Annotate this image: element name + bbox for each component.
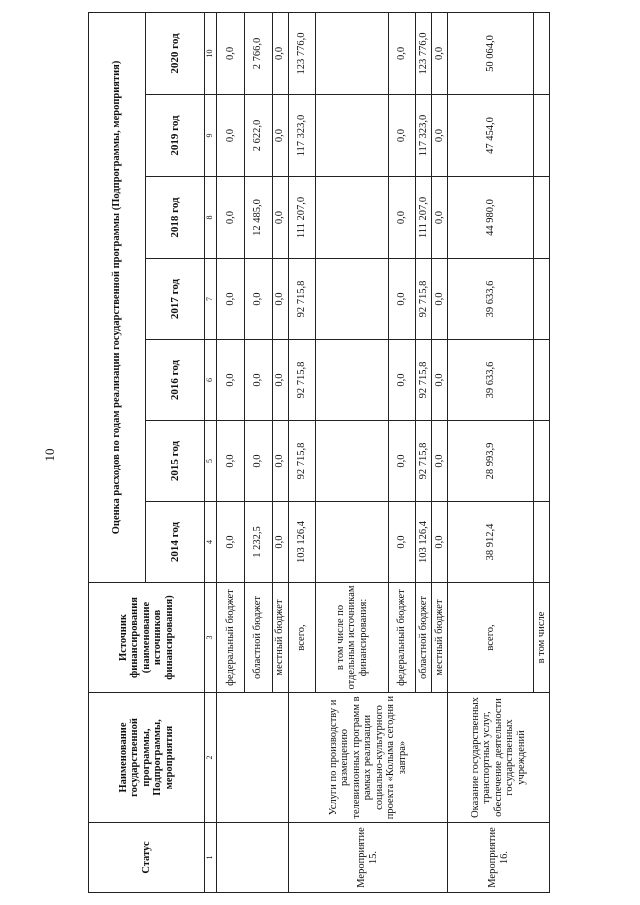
amount-cell [316, 340, 388, 421]
source-cell: в том числе по отдельным источникам финансирования: [316, 583, 388, 693]
amount-cell: 123 776,0 [416, 12, 432, 94]
amount-cell: 50 064,0 [448, 12, 534, 94]
amount-cell: 0,0 [272, 95, 288, 177]
amount-cell: 0,0 [217, 177, 245, 259]
amount-cell: 0,0 [388, 95, 416, 177]
amount-cell: 0,0 [432, 95, 448, 177]
amount-cell: 117 323,0 [416, 95, 432, 177]
source-cell: федеральный бюджет [217, 583, 245, 693]
column-number: 2 [205, 693, 217, 823]
amount-cell [534, 95, 550, 177]
amount-cell: 111 207,0 [288, 177, 316, 259]
amount-cell: 0,0 [217, 12, 245, 94]
amount-cell [534, 502, 550, 583]
amount-cell: 0,0 [272, 421, 288, 502]
column-number-row [205, 12, 217, 892]
amount-cell [316, 95, 388, 177]
amount-cell: 47 454,0 [448, 95, 534, 177]
amount-cell: 0,0 [244, 259, 272, 340]
amount-cell: 0,0 [217, 421, 245, 502]
amount-cell [534, 340, 550, 421]
amount-cell: 0,0 [272, 502, 288, 583]
column-number: 3 [205, 583, 217, 693]
amount-cell: 0,0 [388, 12, 416, 94]
table-row [288, 12, 316, 892]
name-header: Наименование государственной программы, Подпрограммы, мероприятия [89, 693, 205, 823]
page-number: 10 [42, 448, 57, 462]
source-cell: областной бюджет [244, 583, 272, 693]
column-number: 8 [205, 177, 217, 259]
name-cell: Услуги по производству и размещению телевизионных программ в рамках реализации социально-культурного проекта «Колыма сегодня и завтра» [288, 693, 448, 823]
name-cell [217, 693, 289, 823]
amount-cell: 103 126,4 [288, 502, 316, 583]
amount-cell: 0,0 [217, 502, 245, 583]
year-header: 2016 год [146, 340, 205, 421]
amount-cell [534, 259, 550, 340]
amount-cell: 0,0 [272, 177, 288, 259]
amount-cell [316, 259, 388, 340]
amount-cell: 92 715,8 [288, 340, 316, 421]
amount-cell: 0,0 [272, 12, 288, 94]
column-number: 9 [205, 95, 217, 177]
amount-cell: 0,0 [432, 259, 448, 340]
amount-cell: 2 766,0 [244, 12, 272, 94]
estimate-header: Оценка расходов по годам реализации государственной программы (Подпрограммы, мероприятия) [89, 12, 146, 582]
amount-cell: 0,0 [217, 340, 245, 421]
amount-cell: 38 912,4 [448, 502, 534, 583]
name-cell: Оказание государственных транспортных услуг, обеспечение деятельности государственных учреждений [448, 693, 550, 823]
status-cell [217, 823, 289, 893]
amount-cell: 0,0 [217, 95, 245, 177]
amount-cell: 0,0 [432, 340, 448, 421]
source-cell: местный бюджет [432, 583, 448, 693]
column-number: 7 [205, 259, 217, 340]
amount-cell: 103 126,4 [416, 502, 432, 583]
amount-cell [534, 177, 550, 259]
amount-cell: 0,0 [432, 502, 448, 583]
source-cell: местный бюджет [272, 583, 288, 693]
status-cell: Мероприятие 16. [448, 823, 550, 893]
year-header: 2015 год [146, 421, 205, 502]
amount-cell: 92 715,8 [288, 259, 316, 340]
amount-cell: 39 633,6 [448, 340, 534, 421]
amount-cell: 0,0 [432, 177, 448, 259]
amount-cell [316, 502, 388, 583]
source-cell: в том числе [534, 583, 550, 693]
amount-cell: 39 633,6 [448, 259, 534, 340]
source-cell: всего, [448, 583, 534, 693]
source-header: Источник финансирования (наименование источников финансирования) [89, 583, 205, 693]
amount-cell: 92 715,8 [416, 421, 432, 502]
source-cell: федеральный бюджет [388, 583, 416, 693]
amount-cell: 92 715,8 [416, 340, 432, 421]
amount-cell: 0,0 [244, 421, 272, 502]
amount-cell: 0,0 [388, 421, 416, 502]
year-header: 2017 год [146, 259, 205, 340]
amount-cell: 0,0 [217, 259, 245, 340]
amount-cell: 28 993,9 [448, 421, 534, 502]
budget-table [88, 12, 550, 893]
header-row [89, 12, 146, 892]
amount-cell [316, 177, 388, 259]
amount-cell: 12 485,0 [244, 177, 272, 259]
amount-cell: 0,0 [432, 421, 448, 502]
amount-cell: 0,0 [432, 12, 448, 94]
amount-cell: 0,0 [272, 259, 288, 340]
amount-cell: 1 232,5 [244, 502, 272, 583]
amount-cell: 111 207,0 [416, 177, 432, 259]
year-header: 2020 год [146, 12, 205, 94]
status-cell: Мероприятие 15. [288, 823, 448, 893]
source-cell: всего, [288, 583, 316, 693]
amount-cell: 92 715,8 [288, 421, 316, 502]
amount-cell [316, 421, 388, 502]
status-header: Статус [89, 823, 205, 893]
amount-cell [316, 12, 388, 94]
year-header: 2019 год [146, 95, 205, 177]
table-row [217, 12, 245, 892]
amount-cell: 0,0 [388, 502, 416, 583]
amount-cell: 0,0 [388, 340, 416, 421]
column-number: 6 [205, 340, 217, 421]
amount-cell: 92 715,8 [416, 259, 432, 340]
amount-cell: 2 622,0 [244, 95, 272, 177]
amount-cell: 0,0 [388, 259, 416, 340]
amount-cell: 0,0 [272, 340, 288, 421]
amount-cell [534, 12, 550, 94]
column-number: 4 [205, 502, 217, 583]
amount-cell: 123 776,0 [288, 12, 316, 94]
amount-cell: 0,0 [244, 340, 272, 421]
column-number: 10 [205, 12, 217, 94]
source-cell: областной бюджет [416, 583, 432, 693]
amount-cell [534, 421, 550, 502]
year-header: 2018 год [146, 177, 205, 259]
year-header: 2014 год [146, 502, 205, 583]
rotated-table-wrapper [88, 13, 550, 893]
table-row [448, 12, 534, 892]
amount-cell: 44 980,0 [448, 177, 534, 259]
amount-cell: 117 323,0 [288, 95, 316, 177]
column-number: 5 [205, 421, 217, 502]
column-number: 1 [205, 823, 217, 893]
amount-cell: 0,0 [388, 177, 416, 259]
